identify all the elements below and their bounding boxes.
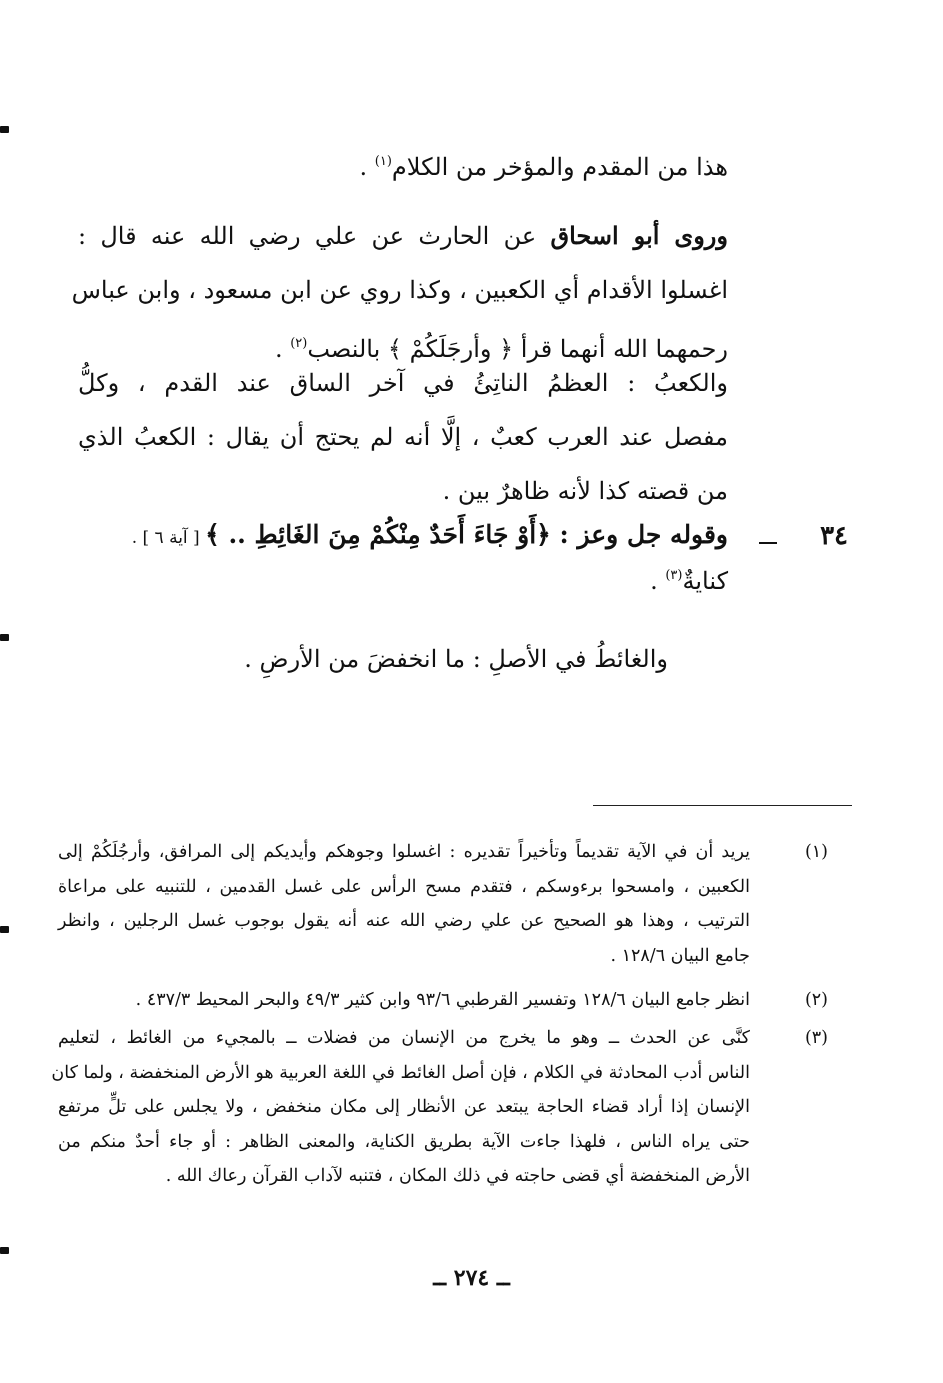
item-number: ٣٤ [820, 521, 848, 551]
paragraph-text: من قصته كذا لأنه ظاهرٌ بين . [442, 477, 728, 505]
item-dash [759, 542, 777, 544]
paragraph-1 [359, 135, 728, 194]
footnote-line: كنَّى عن الحدث ــ وهو ما يخرج من الإنسان من فضلات ــ بالمجيء من الغائط ، لتعليم [58, 1028, 750, 1048]
paragraph-5 [244, 632, 668, 686]
footnote-separator [593, 805, 852, 806]
footnote-1 [58, 835, 828, 975]
footnote-line: انظر جامع البيان ١٢٨/٦ وتفسير القرطبي ٩٣/٦ وابن كثير ٤٩/٣ والبحر المحيط ٤٣٧/٣ . [135, 990, 750, 1010]
paragraph-text: هذا من المقدم والمؤخر من الكلام [391, 153, 728, 181]
footnote-number: (١) [804, 842, 828, 862]
punctuation: . [359, 153, 375, 181]
footnote-line: الناس أدب المحادثة في الكلام ، فإن أصل الغائط في اللغة العربية هو الأرض المنخفضة ، ولما كان [51, 1062, 750, 1083]
margin-mark [0, 634, 9, 641]
footnote-line: جامع البيان ١٢٨/٦ . [610, 945, 750, 966]
item-34-text [78, 515, 728, 599]
paragraph-3 [78, 356, 728, 518]
paragraph-text: رحمهما الله أنهما قرأ ﴿ وأرجَلَكُمْ ﴾ بالنصب [307, 335, 728, 363]
page-number: ــ ٢٧٤ ــ [433, 1265, 510, 1291]
footnote-line: الترتيب ، وهذا هو الصحيح عن علي رضي الله عنه أنه يقول بوجوب غسل الرجلين ، وانظر [58, 911, 750, 931]
paragraph-text: عن الحارث عن علي رضي الله عنه قال : [78, 222, 551, 250]
footnote-ref: (٢) [290, 336, 308, 351]
paragraph-text: والكعبُ : العظمُ الناتِئُ في آخر الساق عند القدم ، وكلُّ [78, 369, 728, 397]
verse-text: وقوله جل وعز : ﴿أَوْ جَاءَ أَحَدٌ مِنْكُمْ مِنَ الغَائِطِ .. ﴾ [205, 520, 728, 549]
footnote-3 [51, 1021, 828, 1196]
paragraph-text: مفصل عند العرب كعبٌ ، إلَّا أنه لم يحتج أن يقال : الكعبُ الذي [78, 423, 728, 451]
paragraph-text: والغائطُ في الأصلِ : ما انخفضَ من الأرضِ . [244, 645, 668, 673]
footnote-line: يريد أن في الآية تقديماً وتأخيراً تقديره : اغسلوا وجوهكم وأيديكم إلى المرافق، وأرجُلَكُمْ إلى [58, 842, 750, 862]
footnote-line: حتى يراه الناس ، فلهذا جاءت الآية بطريق الكناية، والمعنى الظاهر : أو جاء أحدٌ منكم من [58, 1131, 750, 1152]
paragraph-text: اغسلوا الأقدام أي الكعبين ، وكذا روي عن ابن مسعود ، وابن عباس [71, 276, 728, 304]
footnote-line: الأرض المنخفضة أي قضى حاجته في ذلك المكان ، فتنبه لآداب القرآن رعاك الله . [165, 1166, 750, 1186]
footnote-number: (٢) [804, 990, 828, 1010]
footnote-line: الإنسان إذا أراد قضاء الحاجة يبتعد عن الأنظار إلى مكان منخفض ، ولا يجلس على تلٍّ مرتفع [58, 1097, 750, 1117]
narrator-name: وروى أبو اسحاق [550, 221, 728, 250]
footnote-ref: (١) [374, 154, 392, 169]
margin-mark [0, 1247, 9, 1254]
footnote-ref: (٣) [665, 568, 683, 583]
punctuation: . [650, 567, 666, 595]
paragraph-2 [71, 209, 728, 376]
footnote-2 [58, 983, 828, 1019]
footnote-number: (٣) [804, 1028, 828, 1048]
paragraph-text: كنايةٌ [682, 567, 728, 595]
verse-reference: [ آية ٦ ] . [131, 528, 206, 548]
punctuation: . [274, 335, 291, 363]
footnote-line: الكعبين ، وامسحوا برءوسكم ، فتقدم مسح الرأس على غسل القدمين ، للتنبيه على مراعاة [58, 876, 750, 897]
margin-mark [0, 926, 9, 933]
margin-mark [0, 126, 9, 133]
